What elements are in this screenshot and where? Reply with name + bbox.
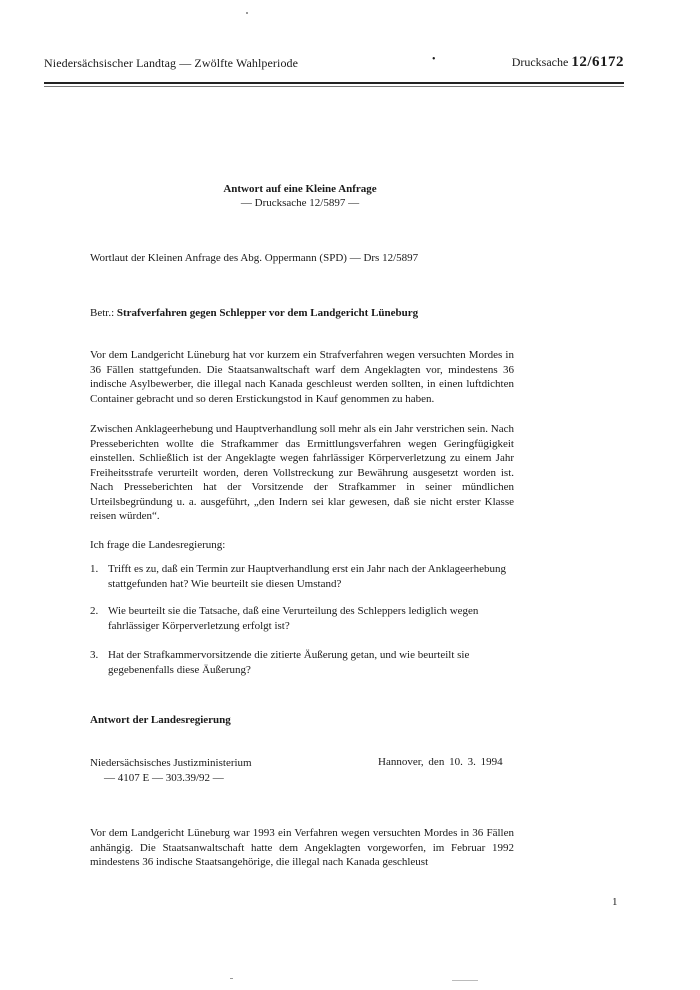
scan-speck [452, 980, 478, 981]
scan-speck [246, 12, 248, 14]
document-number [512, 54, 624, 71]
question-intro: Ich frage die Landesregierung: [90, 539, 226, 551]
question-list [90, 648, 514, 677]
question-text: Wie beurteilt sie die Tatsache, daß eine Verurteilung des Schleppers lediglich wegen fahrlässiger Körperverletzung erfolgt ist? [108, 605, 479, 632]
answer-paragraph: Vor dem Landgericht Lüneburg war 1993 ein Verfahren wegen versuchten Mordes in 36 Fällen anhängig. Die Staatsanwaltschaft hatte dem Angeklagten vorgeworfen, im Februar 1992 mindestens 36 indische Staatsangehörige, die illegal nach Kanada geschleust [90, 827, 514, 868]
question-number: 3. [90, 649, 99, 661]
header-rule-thin [44, 86, 624, 87]
question-item [90, 648, 514, 677]
subject-text: Strafverfahren gegen Schlepper vor dem Landgericht Lüneburg [116, 307, 419, 319]
question-item [90, 604, 514, 633]
question-list [90, 562, 514, 591]
place-date: Hannover, den 10. 3. 1994 [378, 756, 503, 768]
subject-line [90, 306, 514, 321]
question-paragraph-2: Zwischen Anklageerhebung und Hauptverhandlung soll mehr als ein Jahr verstrichen sein. Nach Presseberichten wollte die Strafkammer das Ermittlungsverfahren wegen Geringfügigkeit einstellen. Schließlich ist der Angeklagte wegen fahrlässiger Körperverletzung zu einem Jahr Freiheitsstrafe verurteilt worden, deren Vollstreckung zur Bewährung ausgesetzt worden ist. Nach Presseberichten hat der Vorsitzende der Strafkammer in seiner mündlichen Urteilsbegründung u. a. ausgeführt, „den Indern sei klar gewesen, daß sie nicht erster Klasse reisen würden“. [90, 423, 514, 522]
answer-heading: Antwort der Landesregierung [90, 714, 231, 726]
header-dot: • [432, 54, 436, 65]
question-item [90, 562, 514, 591]
question-text: Trifft es zu, daß ein Termin zur Hauptverhandlung erst ein Jahr nach der Anklageerhebung stattgefunden hat? Wie beurteilt sie diesen Umstand? [108, 563, 506, 590]
document-header [44, 54, 624, 74]
ministry-block [90, 756, 252, 785]
document-number-label: Drucksache [511, 55, 569, 69]
document-subtitle: — Drucksache 12/5897 — [240, 197, 360, 209]
page-number: 1 [612, 896, 618, 908]
document-number-value: 12/6172 [571, 54, 624, 70]
title-block [90, 182, 510, 210]
question-paragraph-1: Vor dem Landgericht Lüneburg hat vor kurzem ein Strafverfahren wegen versuchten Mordes in 36 Fällen stattgefunden. Die Staatsanwaltschaft warf dem Angeklagten vor, mindestens 36 indische Asylbewerber, die illegal nach Kanada geschleust werden sollten, in einen luftdichten Container gebracht und so deren Erstickungstod in Kauf genommen zu haben. [90, 349, 514, 405]
parliament-label: Niedersächsischer Landtag — Zwölfte Wahlperiode [44, 56, 299, 70]
document-title: Antwort auf eine Kleine Anfrage [223, 183, 377, 195]
ministry-name: Niedersächsisches Justizministerium [90, 757, 252, 769]
question-number: 1. [90, 563, 99, 575]
scan-speck [230, 978, 233, 979]
question-list [90, 604, 514, 633]
question-number: 2. [90, 605, 99, 617]
question-text: Hat der Strafkammervorsitzende die zitierte Äußerung getan, und wie beurteilt sie gegebenenfalls diese Äußerung? [108, 649, 470, 676]
wortlaut-line: Wortlaut der Kleinen Anfrage des Abg. Oppermann (SPD) — Drs 12/5897 [90, 252, 419, 264]
subject-label: Betr.: [90, 307, 117, 319]
file-reference: — 4107 E — 303.39/92 — [104, 771, 224, 784]
header-rule [44, 82, 624, 84]
